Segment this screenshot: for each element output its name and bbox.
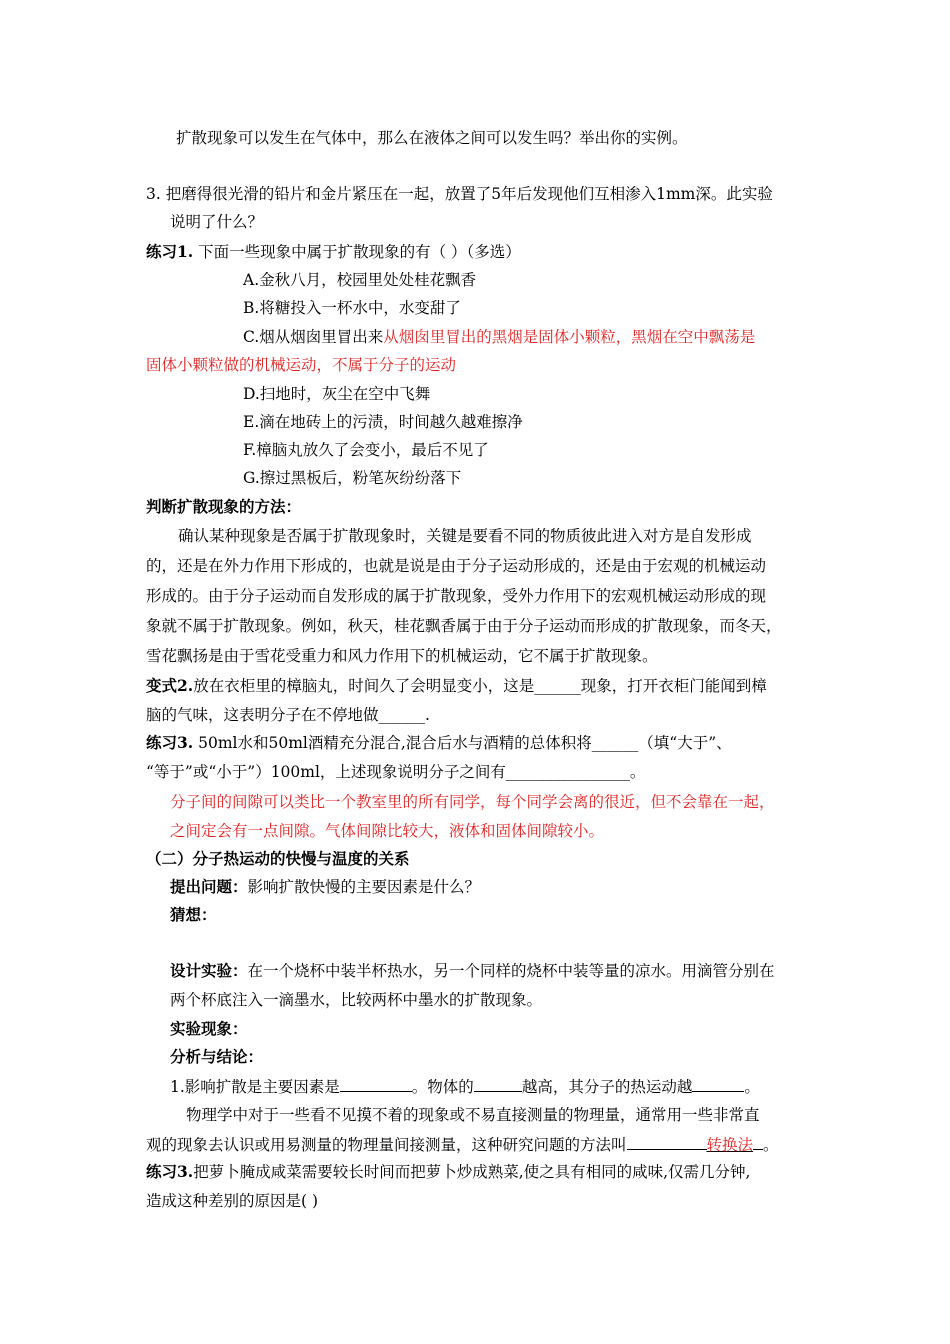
paragraph-text: 观的现象去认识或用易测量的物理量间接测量，这种研究问题的方法叫: [146, 1136, 627, 1154]
text-line: 扩散现象可以发生在气体中，那么在液体之间可以发生吗？举出你的实例。: [176, 129, 688, 147]
phenomenon-label: 实验现象：: [170, 1019, 248, 1038]
option-a: A.金秋八月，校园里处处桂花飘香: [243, 271, 477, 289]
answer-blank[interactable]: [692, 1076, 744, 1092]
exercise-text: 下面一些现象中属于扩散现象的有（ ）（多选）: [193, 243, 521, 261]
analysis-label: 分析与结论：: [170, 1047, 264, 1066]
question-label: 提出问题：: [170, 877, 248, 896]
paragraph-text: 。: [763, 1136, 779, 1154]
conclusion-text: 1.影响扩散是主要因素是: [170, 1078, 340, 1096]
teacher-note: 分子间的间隙可以类比一个教室里的所有同学，每个同学会离的很近，但不会靠在一起，: [170, 793, 775, 811]
paragraph-line: 物理学中对于一些看不见摸不着的现象或不易直接测量的物理量，通常用一些非常直: [186, 1106, 760, 1124]
question-text: 影响扩散快慢的主要因素是什么？: [247, 878, 481, 896]
option-d: D.扫地时，灰尘在空中飞舞: [243, 385, 431, 403]
exercise-3: [146, 733, 732, 753]
teacher-note: 之间定会有一点间隙。气体间隙比较大，液体和固体间隙较小。: [170, 822, 605, 840]
option-c-note-cont: 固体小颗粒做的机械运动，不属于分子的运动: [146, 356, 457, 374]
method-line: 象就不属于扩散现象。例如，秋天，桂花飘香属于由于分子运动而形成的扩散现象，而冬天，: [146, 617, 782, 635]
conclusion-1: [170, 1076, 760, 1097]
option-b: B.将糖投入一杯水中，水变甜了: [243, 299, 461, 317]
conclusion-text: 。: [744, 1078, 760, 1096]
method-line: 形成的。由于分子运动而自发形成的属于扩散现象，受外力作用下的宏观机械运动形成的现: [146, 587, 767, 605]
exercise-3-cont: “等于”或“小于”）100ml，上述现象说明分子之间有________________。: [146, 763, 646, 781]
answer-blank[interactable]: [474, 1076, 522, 1092]
design-text: 在一个烧杯中装半杯热水，另一个同样的烧杯中装等量的凉水。用滴管分别在: [247, 962, 775, 980]
exercise-3b-cont: 造成这种差别的原因是( ): [146, 1192, 319, 1210]
exercise-1-question: [146, 242, 521, 262]
variant-2-cont: 脑的气味，这表明分子在不停地做______.: [146, 706, 430, 724]
variant-text: 放在衣柜里的樟脑丸，时间久了会明显变小，这是______现象，打开衣柜门能闻到樟: [193, 677, 767, 695]
option-e: E.滴在地砖上的污渍，时间越久越难擦净: [243, 413, 523, 431]
option-c-note: 从烟囱里冒出的黑烟是固体小颗粒，黑烟在空中飘荡是: [383, 328, 756, 346]
design-line-2: 两个杯底注入一滴墨水，比较两杯中墨水的扩散现象。: [170, 991, 543, 1009]
exercise-label: 练习3.: [146, 1162, 194, 1181]
exercise-label: 练习3.: [146, 733, 194, 752]
method-line: 确认某种现象是否属于扩散现象时，关键是要看不同的物质彼此进入对方是自发形成: [178, 527, 752, 545]
section-title: （二）分子热运动的快慢与温度的关系: [146, 849, 410, 868]
method-line: 雪花飘扬是由于雪花受重力和风力作用下的机械运动，它不属于扩散现象。: [146, 647, 658, 665]
conclusion-text: 。物体的: [411, 1078, 474, 1096]
question-3-line1: 3. 把磨得很光滑的铅片和金片紧压在一起，放置了5年后发现他们互相渗入1mm深。此实验: [146, 185, 773, 203]
option-g: G.擦过黑板后，粉笔灰纷纷落下: [243, 469, 462, 487]
answer-text: 转换法: [706, 1136, 754, 1154]
variant-2: [146, 676, 767, 696]
question-3-line2: 说明了什么？: [170, 213, 264, 231]
design-line: [170, 961, 775, 981]
exercise-text: 把萝卜腌成咸菜需要较长时间而把萝卜炒成熟菜,使之具有相同的咸味,仅需几分钟,: [193, 1163, 751, 1181]
exercise-3b: [146, 1162, 750, 1182]
method-line: 的，还是在外力作用下形成的，也就是说是由于分子运动形成的，还是由于宏观的机械运动: [146, 557, 767, 575]
conclusion-text: 越高，其分子的热运动越: [521, 1078, 693, 1096]
guess-label: 猜想：: [170, 905, 217, 924]
answer-blank-tail: [753, 1134, 763, 1150]
method-title: 判断扩散现象的方法：: [146, 497, 302, 516]
question-line: [170, 877, 480, 897]
option-c-text: C.烟从烟囱里冒出来: [243, 328, 384, 346]
option-c: [243, 327, 755, 347]
design-label: 设计实验：: [170, 961, 248, 980]
paragraph-line: [146, 1134, 779, 1155]
variant-label: 变式2.: [146, 676, 194, 695]
exercise-text: 50ml水和50ml酒精充分混合,混合后水与酒精的总体积将______（填“大于”、: [193, 734, 732, 752]
answer-blank[interactable]: [340, 1076, 412, 1092]
exercise-label: 练习1.: [146, 242, 194, 261]
answer-blank[interactable]: [627, 1134, 707, 1150]
option-f: F.樟脑丸放久了会变小，最后不见了: [243, 441, 489, 459]
